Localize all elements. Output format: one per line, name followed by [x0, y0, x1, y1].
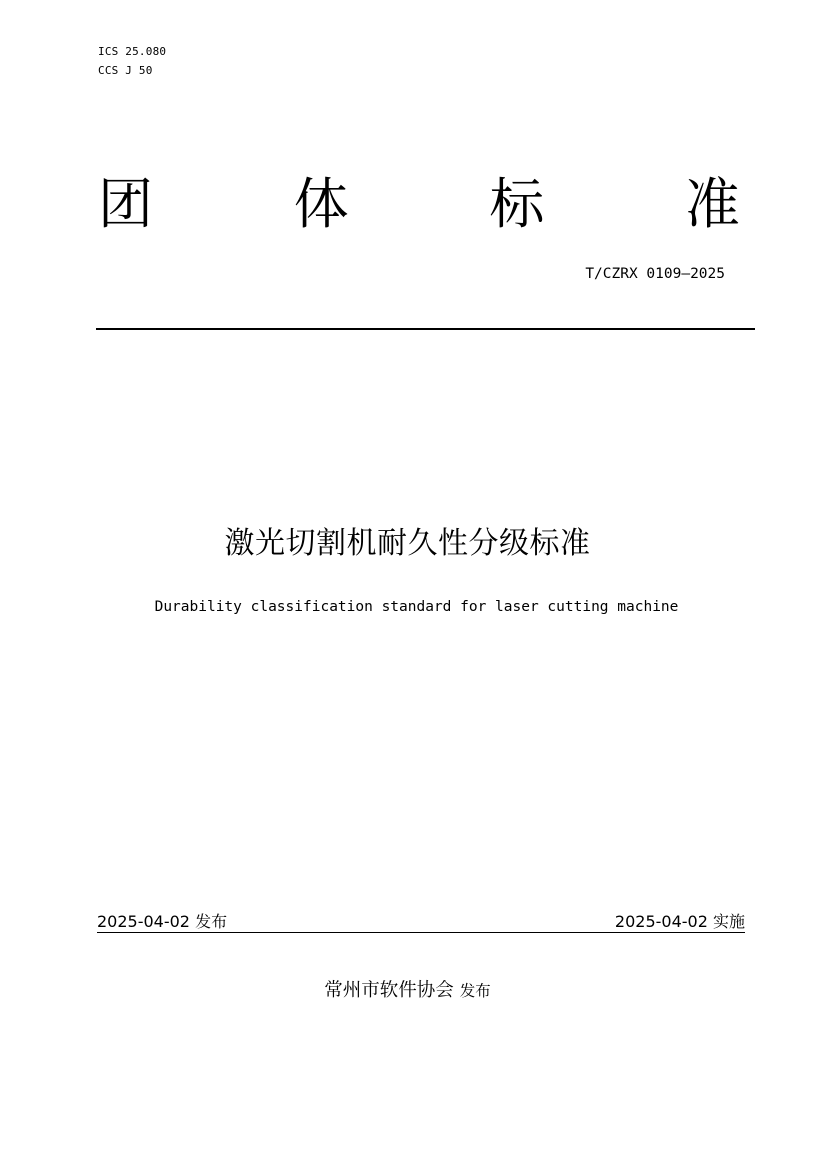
publisher-name: 常州市软件协会 [324, 980, 454, 1001]
document-type-heading [98, 172, 740, 236]
ccs-code: CCS J 50 [98, 64, 153, 77]
doc-type-char-1: 团 [98, 172, 154, 236]
title-english: Durability classification standard for laser cutting machine [154, 599, 679, 615]
publisher-action: 发布 [459, 982, 491, 1000]
doc-type-char-4: 准 [684, 172, 740, 236]
doc-type-char-3: 标 [489, 172, 545, 236]
doc-type-char-2: 体 [293, 172, 349, 236]
issue-date: 2025-04-02 发布 [97, 912, 228, 931]
header-divider [96, 328, 755, 330]
effective-date: 2025-04-02 实施 [614, 912, 745, 931]
title-chinese: 激光切割机耐久性分级标准 [224, 526, 591, 561]
ics-code: ICS 25.080 [98, 45, 167, 58]
classification-codes [98, 42, 166, 80]
publisher-line [0, 976, 815, 1006]
document-number: T/CZRX 0109—2025 [585, 266, 725, 282]
dates-row [97, 910, 745, 933]
